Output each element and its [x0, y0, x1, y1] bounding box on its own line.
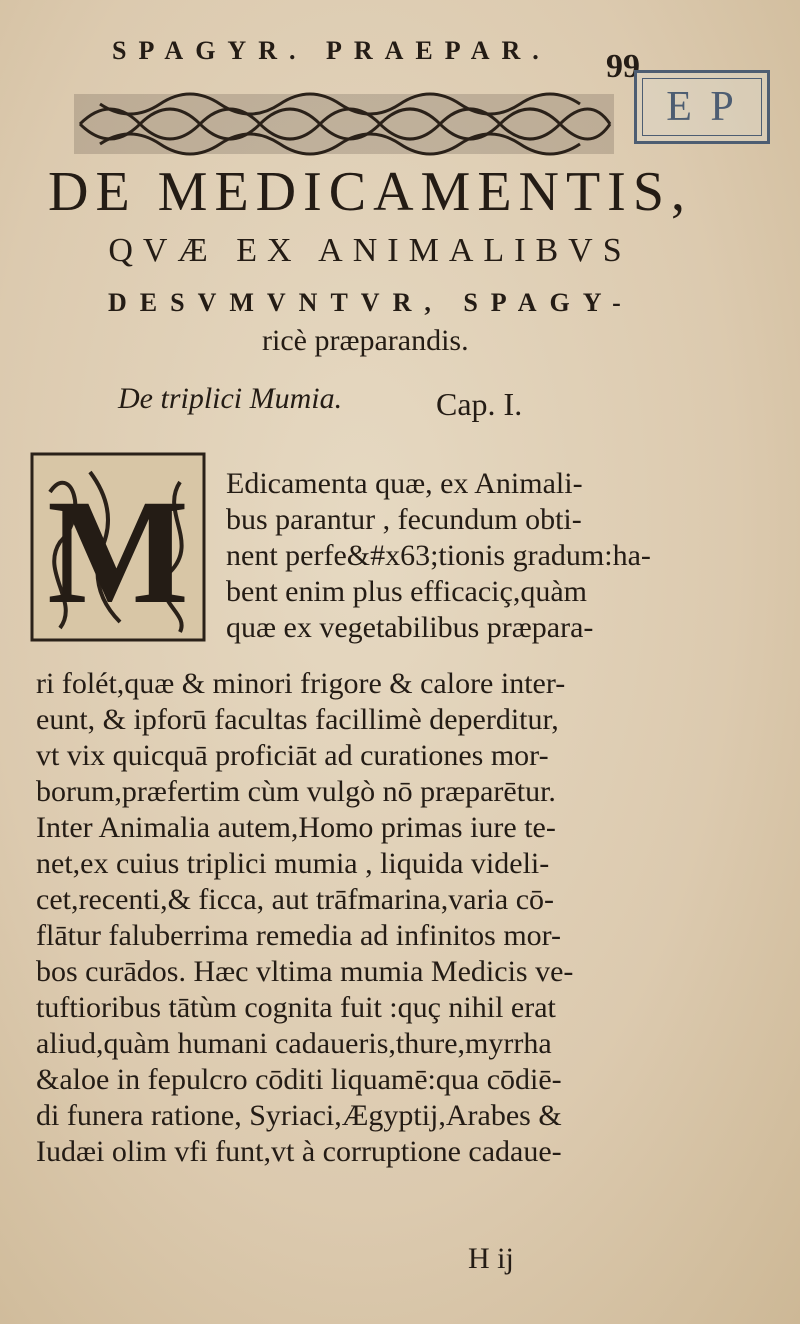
body-line: Inter Animalia autem,Homo primas iure te-	[36, 811, 556, 844]
section-subtitle-line-1: QVÆ EX ANIMALIBVS	[108, 232, 632, 269]
library-stamp	[634, 70, 770, 144]
body-line: di funera ratione, Syriaci,Ægyptij,Arabes &	[36, 1099, 562, 1132]
chapter-heading: De triplici Mumia.	[118, 382, 343, 415]
body-line: &aloe in fepulcro cōditi liquamē:qua cōdiē-	[36, 1063, 562, 1096]
body-line: net,ex cuius triplici mumia , liquida videli-	[36, 847, 550, 880]
chapter-number: Cap. I.	[436, 386, 523, 422]
body-line-indented: Edicamenta quæ, ex Animali-	[226, 467, 583, 500]
body-line: bos curādos. Hæc vltima mumia Medicis ve-	[36, 955, 574, 988]
body-line-indented: nent perfe&#x63;tionis gradum:ha-	[226, 539, 651, 572]
page-number: 99	[606, 48, 640, 85]
body-line: tuftioribus tātùm cognita fuit :quç nihil erat	[36, 991, 556, 1024]
body-line: cet,recenti,& ficca, aut trāfmarina,varia cō-	[36, 883, 555, 916]
body-line: Iudæi olim vfi funt,vt à corruptione cadaue-	[36, 1135, 562, 1168]
section-title: DE MEDICAMENTIS,	[48, 161, 692, 223]
body-line: aliud,quàm humani cadaueris,thure,myrrha	[36, 1027, 552, 1060]
body-line: flātur faluberrima remedia ad infinitos mor-	[36, 919, 562, 952]
decorated-initial-m	[30, 452, 206, 642]
body-line-indented: bent enim plus efficaciç,quàm	[226, 575, 587, 608]
body-line: eunt, & ipforū facultas facillimè deperditur,	[36, 703, 559, 736]
section-subtitle-line-2: DESVMVNTVR, SPAGY-	[108, 288, 634, 317]
body-line: ri folét,quæ & minori frigore & calore inter-	[36, 667, 566, 700]
body-line-indented: quæ ex vegetabilibus præpara-	[226, 611, 594, 644]
catchword: H ij	[468, 1242, 514, 1275]
body-line-indented: bus parantur , fecundum obti-	[226, 503, 582, 536]
stamp-text: E P	[666, 84, 738, 130]
running-head: SPAGYR. PRAEPAR.	[112, 36, 551, 65]
decorative-headpiece	[70, 90, 618, 158]
initial-letter: M	[47, 469, 189, 635]
stamp-border	[642, 78, 762, 136]
body-line: vt vix quicquā proficiāt ad curationes mor-	[36, 739, 549, 772]
body-line: borum,præfertim cùm vulgò nō præparētur.	[36, 775, 556, 808]
section-subtitle-line-3: ricè præparandis.	[262, 324, 469, 357]
